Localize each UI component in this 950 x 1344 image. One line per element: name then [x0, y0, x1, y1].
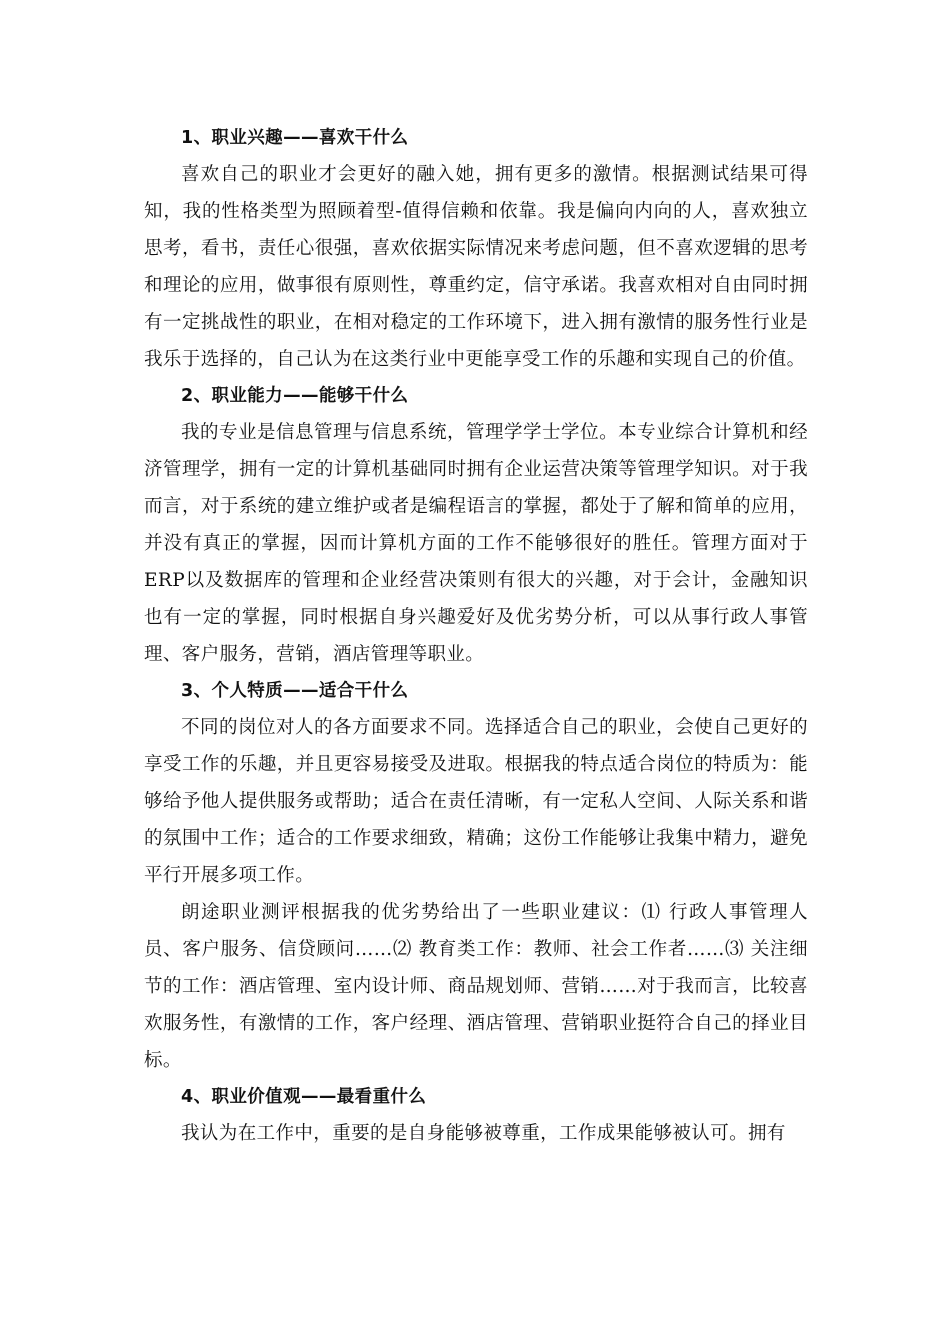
paragraph-interest: 喜欢自己的职业才会更好的融入她，拥有更多的激情。根据测试结果可得知，我的性格类型为照顾着型-值得信赖和依靠。我是偏向内向的人，喜欢独立思考，看书，责任心很强，喜欢依据实际情况来考虑问题，但不喜欢逻辑的思考和理论的应用，做事很有原则性，尊重约定，信守承诺。我喜欢相对自由同时拥有一定挑战性的职业，在相对稳定的工作环境下，进入拥有激情的服务性行业是我乐于选择的，自己认为在这类行业中更能享受工作的乐趣和实现自己的价值。 — [144, 164, 808, 370]
section-heading-values: 4、职业价值观——最看重什么 — [181, 1087, 427, 1107]
paragraph-ability: 我的专业是信息管理与信息系统，管理学学士学位。本专业综合计算机和经济管理学，拥有一定的计算机基础同时拥有企业运营决策等管理学知识。对于我而言，对于系统的建立维护或者是编程语言的掌握，都处于了解和简单的应用，并没有真正的掌握，因而计算机方面的工作不能够很好的胜任。管理方面对于ERP以及数据库的管理和企业经营决策则有很大的兴趣，对于会计，金融知识也有一定的掌握，同时根据自身兴趣爱好及优劣势分析，可以从事行政人事管理、客户服务，营销，酒店管理等职业。 — [144, 422, 808, 665]
document-page — [144, 120, 808, 1152]
paragraph-values: 我认为在工作中，重要的是自身能够被尊重，工作成果能够被认可。拥有 — [181, 1123, 786, 1144]
section-heading-traits: 3、个人特质——适合干什么 — [181, 681, 409, 701]
section-heading-ability: 2、职业能力——能够干什么 — [181, 386, 409, 406]
paragraph-career-suggestions: 朗途职业测评根据我的优劣势给出了一些职业建议：⑴ 行政人事管理人员、客户服务、信贷顾问……⑵ 教育类工作：教师、社会工作者……⑶ 关注细节的工作：酒店管理、室内设计师、商品规划师、营销……对于我而言，比较喜欢服务性，有激情的工作，客户经理、酒店管理、营销职业挺符合自己的择业目标。 — [144, 902, 808, 1071]
paragraph-traits: 不同的岗位对人的各方面要求不同。选择适合自己的职业，会使自己更好的享受工作的乐趣，并且更容易接受及进取。根据我的特点适合岗位的特质为：能够给予他人提供服务或帮助；适合在责任清晰，有一定私人空间、人际关系和谐的氛围中工作；适合的工作要求细致，精确；这份工作能够让我集中精力，避免平行开展多项工作。 — [144, 717, 808, 886]
section-heading-interest: 1、职业兴趣——喜欢干什么 — [181, 128, 409, 148]
